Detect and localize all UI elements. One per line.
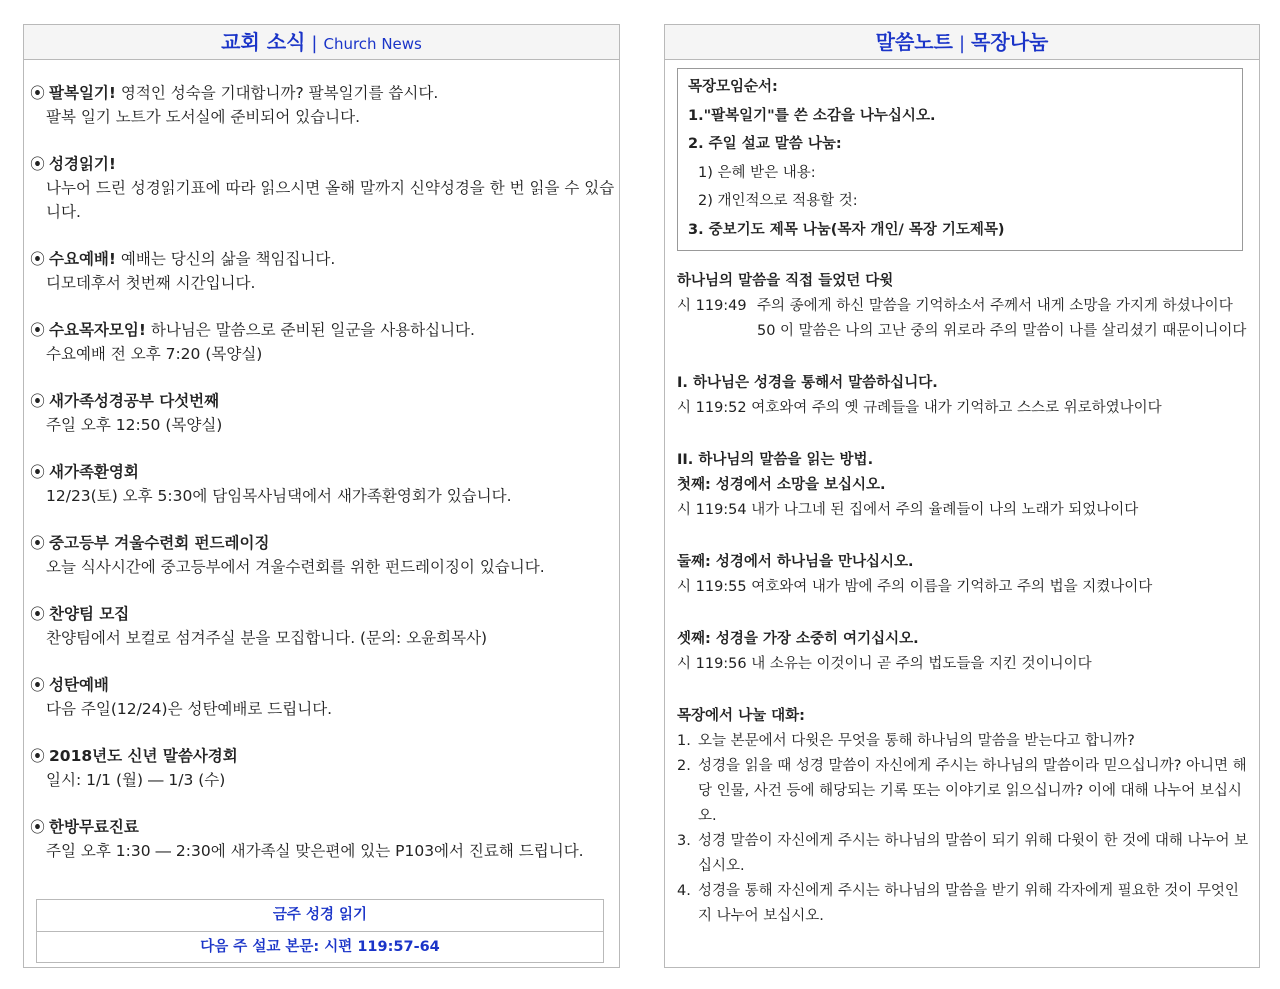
section-1-verse: 시 119:52 여호와여 주의 옛 규례들을 내가 기억하고 스스로 위로하였나이다 (677, 400, 1162, 416)
news-item-title: 중고등부 겨울수련회 펀드레이징 (49, 534, 270, 552)
news-item-inline-text: 영적인 성숙을 기대합니까? 팔복일기를 씁시다. (115, 84, 439, 102)
first-point-heading: 첫째: 성경에서 소망을 보십시오. (677, 477, 886, 493)
news-item-heading (30, 152, 615, 176)
news-item (30, 152, 615, 224)
section-2-heading: II. 하나님의 말씀을 읽는 방법. (677, 452, 874, 468)
news-item-body: 오늘 식사시간에 중고등부에서 겨울수련회를 위한 펀드레이징이 있습니다. (46, 558, 545, 576)
first-point-verse: 시 119:54 내가 나그네 된 집에서 주의 율례들이 나의 노래가 되었나이다 (677, 502, 1139, 518)
second-point-verse: 시 119:55 여호와여 내가 밤에 주의 이름을 기억하고 주의 법을 지켰나이다 (677, 579, 1153, 595)
news-item-body: 디모데후서 첫번째 시간입니다. (46, 274, 256, 292)
news-item-title: 성탄예배 (49, 676, 109, 694)
question-text: 성경을 통해 자신에게 주시는 하나님의 말씀을 받기 위해 각자에게 필요한 것이 무엇인지 나누어 보십시오. (698, 883, 1239, 924)
meeting-order-subitem: 2) 개인적으로 적용할 것: (698, 193, 858, 209)
news-item-body: 12/23(토) 오후 5:30에 담임목사님댁에서 새가족환영회가 있습니다. (46, 487, 512, 505)
meeting-order-box (677, 68, 1243, 251)
question-number: 2. (677, 758, 691, 774)
next-sermon-text: 다음 주 설교 본문: 시편 119:57-64 (37, 931, 603, 963)
circled-dot-icon: ⦿ (30, 676, 46, 694)
question-text: 성경 말씀이 자신에게 주시는 하나님의 말씀이 되기 위해 다윗이 한 것에 대해 나누어 보십시오. (698, 833, 1249, 874)
circled-dot-icon: ⦿ (30, 463, 46, 481)
news-item (30, 460, 615, 508)
news-item-title: 새가족성경공부 다섯번째 (49, 392, 220, 410)
news-item-heading (30, 602, 615, 626)
news-item-title: 한방무료진료 (49, 818, 139, 836)
meeting-order-subitem: 1) 은혜 받은 내용: (698, 164, 816, 181)
news-item-title: 수요예배! (49, 250, 116, 268)
circled-dot-icon: ⦿ (30, 605, 46, 623)
question-text: 성경을 읽을 때 성경 말씀이 자신에게 주시는 하나님의 말씀이라 믿으십니까? 아니면 해당 인물, 사건 등에 해당되는 기록 또는 이야기로 읽으십니까? 이에 대해 나누어 보십시오. (698, 758, 1247, 824)
circled-dot-icon: ⦿ (30, 818, 46, 836)
news-item-inline-text: 하나님은 말씀으로 준비된 일군을 사용하십니다. (145, 321, 475, 339)
news-item-heading (30, 460, 615, 484)
news-item-body: 일시: 1/1 (월) ― 1/3 (수) (46, 771, 226, 789)
church-news-panel (23, 24, 620, 968)
news-item (30, 602, 615, 650)
news-item (30, 389, 615, 437)
news-item-heading (30, 744, 615, 768)
question-text: 오늘 본문에서 다윗은 무엇을 통해 하나님의 말씀을 받는다고 합니까? (698, 733, 1135, 749)
circled-dot-icon: ⦿ (30, 392, 46, 410)
sermon-notes-panel (664, 24, 1260, 968)
news-item (30, 81, 615, 129)
bible-reading-box (36, 899, 604, 963)
news-item-heading (30, 389, 615, 413)
discussion-question-list (677, 729, 1249, 929)
discussion-question (677, 829, 1249, 879)
section-1-heading: I. 하나님은 성경을 통해서 말씀하십니다. (677, 375, 938, 391)
sermon-notes-title: 말씀노트 (875, 30, 953, 54)
intro-verse-ref: 시 119:49 (677, 298, 747, 314)
question-number: 1. (677, 733, 691, 749)
news-item (30, 744, 615, 792)
meeting-order-item: 1."팔복일기"를 쓴 소감을 나누십시오. (688, 107, 936, 124)
church-news-title: 교회 소식 (221, 30, 306, 54)
news-item-heading (30, 673, 615, 697)
news-item-body: 수요예배 전 오후 7:20 (목양실) (46, 345, 263, 363)
news-item (30, 673, 615, 721)
news-list (30, 81, 615, 886)
intro-heading: 하나님의 말씀을 직접 들었던 다윗 (677, 273, 894, 289)
news-item-inline-text: 예배는 당신의 삶을 책임집니다. (115, 250, 336, 268)
news-item-heading (30, 247, 615, 271)
news-item (30, 247, 615, 295)
intro-verse-text: 주의 종에게 하신 말씀을 기억하소서 주께서 내게 소망을 가지게 하셨나이다 50 이 말씀은 나의 고난 중의 위로라 주의 말씀이 나를 살리셨기 때문이니이다 (757, 298, 1247, 339)
news-item (30, 531, 615, 579)
news-item-title: 팔복일기! (49, 84, 116, 102)
news-item-title: 새가족환영회 (49, 463, 139, 481)
news-item-title: 수요목자모임! (49, 321, 146, 339)
header-separator: | (311, 33, 318, 54)
sermon-notes (677, 269, 1249, 929)
meeting-order-title: 목장모임순서: (688, 79, 778, 95)
weekly-reading-label: 금주 성경 읽기 (272, 907, 368, 923)
news-item-body: 다음 주일(12/24)은 성탄예배로 드립니다. (46, 700, 333, 718)
news-item-heading (30, 318, 615, 342)
news-item-title: 성경읽기! (49, 155, 116, 173)
news-item-body: 나누어 드린 성경읽기표에 따라 읽으시면 올해 말까지 신약성경을 한 번 읽을 수 있습니다. (46, 179, 615, 221)
news-item (30, 815, 615, 863)
second-point-heading: 둘째: 성경에서 하나님을 만나십시오. (677, 554, 914, 570)
news-item-title: 찬양팀 모집 (49, 605, 130, 623)
third-point-heading: 셋째: 성경을 가장 소중히 여기십시오. (677, 631, 919, 647)
news-item-title: 2018년도 신년 말씀사경회 (49, 747, 238, 765)
discussion-heading: 목장에서 나눌 대화: (677, 708, 805, 724)
news-item-heading (30, 531, 615, 555)
meeting-order-item: 2. 주일 설교 말씀 나눔: (688, 136, 842, 152)
news-item-body: 찬양팀에서 보컬로 섬겨주실 분을 모집합니다. (문의: 오윤희목사) (46, 629, 488, 647)
news-item-heading (30, 81, 615, 105)
question-number: 3. (677, 833, 691, 849)
question-number: 4. (677, 883, 691, 899)
church-news-subtitle: Church News (323, 35, 422, 53)
discussion-question (677, 729, 1249, 754)
sermon-notes-header (665, 25, 1259, 60)
news-item-body: 주일 오후 1:30 ― 2:30에 새가족실 맞은편에 있는 P103에서 진료해 드립니다. (46, 842, 584, 860)
church-news-header (24, 25, 619, 60)
meeting-order-item: 3. 중보기도 제목 나눔(목자 개인/ 목장 기도제목) (688, 221, 1005, 238)
intro-verse (677, 294, 1249, 344)
sermon-notes-subtitle: 목장나눔 (971, 30, 1049, 54)
circled-dot-icon: ⦿ (30, 534, 46, 552)
third-point-verse: 시 119:56 내 소유는 이것이니 곧 주의 법도들을 지킨 것이니이다 (677, 656, 1092, 672)
news-item-body: 팔복 일기 노트가 도서실에 준비되어 있습니다. (46, 108, 361, 126)
discussion-question (677, 754, 1249, 829)
circled-dot-icon: ⦿ (30, 84, 46, 102)
discussion-question (677, 879, 1249, 929)
circled-dot-icon: ⦿ (30, 250, 46, 268)
news-item-body: 주일 오후 12:50 (목양실) (46, 416, 223, 434)
circled-dot-icon: ⦿ (30, 747, 46, 765)
circled-dot-icon: ⦿ (30, 155, 46, 173)
news-item (30, 318, 615, 366)
header-separator: | (958, 33, 966, 54)
circled-dot-icon: ⦿ (30, 321, 46, 339)
news-item-heading (30, 815, 615, 839)
